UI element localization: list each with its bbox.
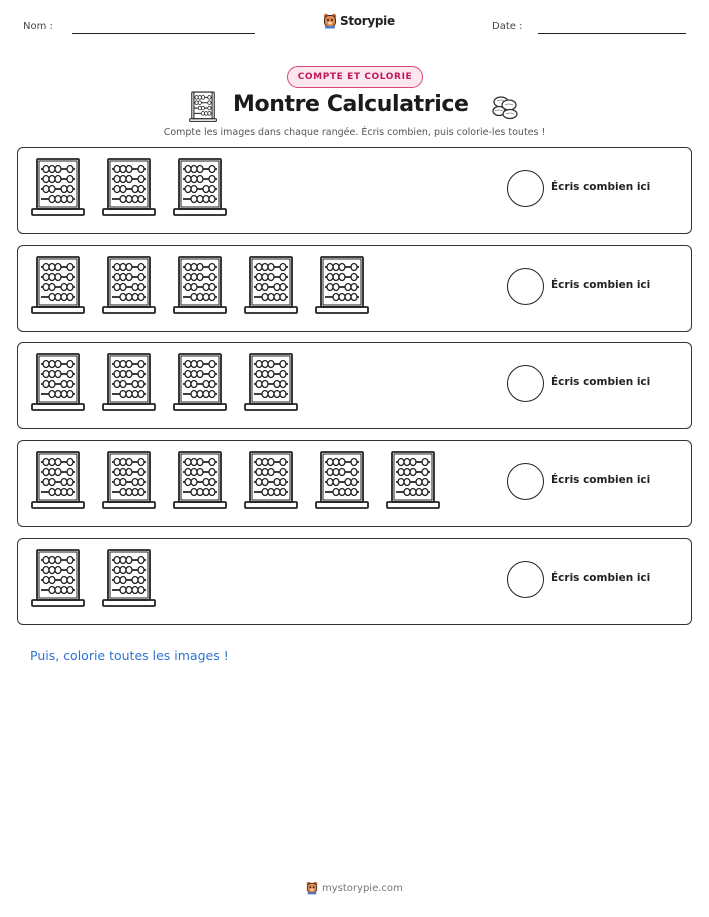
name-line [72,33,255,34]
date-label: Date : [492,21,523,32]
instructions: Compte les images dans chaque rangée. Écris combien, puis colorie-les toutes ! [163,127,546,138]
category-badge: COMPTE ET COLORIE [287,66,423,88]
counting-row-3 [17,342,692,429]
title-row [0,90,709,124]
name-label: Nom : [23,21,53,32]
answer-circle[interactable] [507,561,544,598]
counting-row-1 [17,147,692,234]
abacus-icon [244,255,298,315]
answer-label: Écris combien ici [551,181,651,193]
worksheet-header [0,0,709,50]
answer-label: Écris combien ici [551,474,651,486]
abacus-icon [173,255,227,315]
footer-brand [306,881,403,895]
abacus-icon [102,450,156,510]
coloring-instruction: Puis, colorie toutes les images ! [30,648,229,663]
page-title: Montre Calculatrice [233,92,469,117]
pebbles-icon [491,94,519,120]
answer-label: Écris combien ici [551,376,651,388]
abacus-icon [102,548,156,608]
date-line [538,33,686,34]
storypie-logo-icon [323,13,337,29]
abacus-icon [315,255,369,315]
abacus-icon [244,352,298,412]
footer-site-name: mystorypie.com [322,882,403,894]
counting-row-5 [17,538,692,625]
answer-label: Écris combien ici [551,572,651,584]
answer-circle[interactable] [507,365,544,402]
brand [323,13,395,29]
counting-row-2 [17,245,692,332]
answer-circle[interactable] [507,268,544,305]
abacus-icon [173,157,227,217]
brand-name: Storypie [340,14,395,28]
abacus-icon [31,157,85,217]
abacus-icon [386,450,440,510]
abacus-icon [244,450,298,510]
abacus-icon [102,255,156,315]
answer-circle[interactable] [507,463,544,500]
abacus-icon [31,352,85,412]
storypie-logo-icon [306,881,318,895]
counting-row-4 [17,440,692,527]
answer-circle[interactable] [507,170,544,207]
abacus-icon [173,450,227,510]
abacus-icon [102,157,156,217]
answer-label: Écris combien ici [551,279,651,291]
abacus-icon [31,548,85,608]
abacus-icon [31,255,85,315]
abacus-icon [173,352,227,412]
abacus-icon [102,352,156,412]
abacus-icon [31,450,85,510]
abacus-icon [188,91,218,123]
abacus-icon [315,450,369,510]
